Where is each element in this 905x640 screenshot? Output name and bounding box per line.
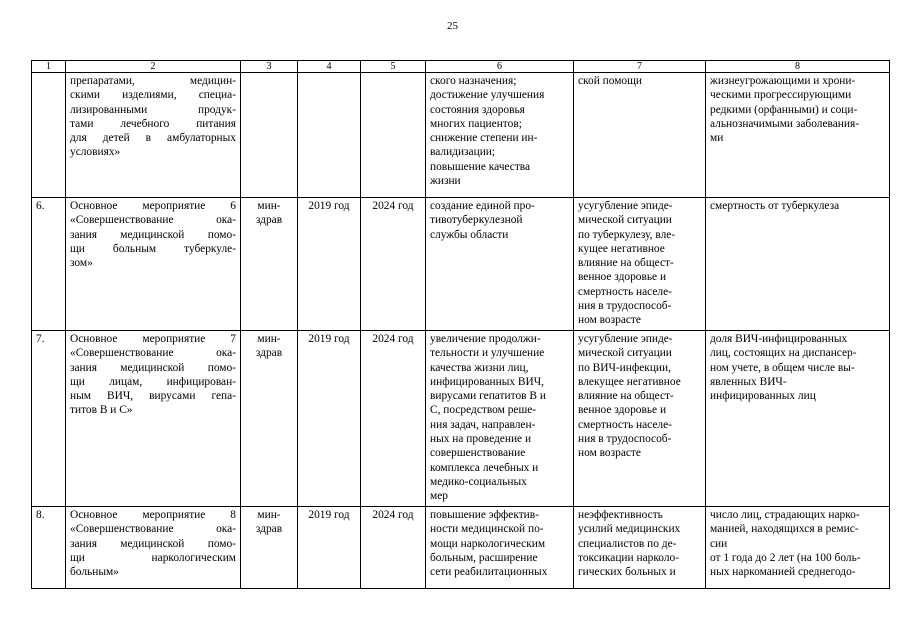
expected-result-line: жизни xyxy=(430,175,461,188)
measure-name-line: щи лицам, инфицирован- xyxy=(70,375,236,388)
expected-result-line: ния задач, направлен- xyxy=(430,418,536,431)
measure-name-line: титов В и С» xyxy=(70,404,133,417)
non-implementation-consequence xyxy=(574,73,706,198)
non-implementation-consequence-line: ния в трудоспособ- xyxy=(578,300,672,313)
measure-name-line: условиях» xyxy=(70,146,121,159)
header-col-8: 8 xyxy=(706,61,890,73)
header-col-3: 3 xyxy=(241,61,298,73)
target-indicator-line: число лиц, страдающих нарко- xyxy=(710,509,860,521)
expected-result-line: тивотуберкулезной xyxy=(430,214,523,227)
measure-name-line: щи наркологическим xyxy=(70,551,236,564)
expected-result-line: увеличение продолжи- xyxy=(430,333,541,345)
target-indicator-line: сии xyxy=(710,537,728,550)
target-indicator-line: от 1 года до 2 лет (на 100 боль- xyxy=(710,551,861,564)
non-implementation-consequence-line: ном возрасте xyxy=(578,447,641,460)
expected-result-line: повышение качества xyxy=(430,160,531,173)
measure-name-line: лизированными продук- xyxy=(70,103,236,116)
header-col-7: 7 xyxy=(574,61,706,73)
expected-result-line: тельности и улучшение xyxy=(430,347,545,360)
non-implementation-consequence-line: мической ситуации xyxy=(578,347,672,360)
executor-line: здрав xyxy=(255,347,283,360)
measure-name-line: Основное мероприятие 8 xyxy=(70,509,236,521)
executor xyxy=(241,198,298,331)
target-indicator-line: лиц, состоящих на диспансер- xyxy=(710,347,857,360)
measure-name-line: зом» xyxy=(70,257,93,270)
row-number: 7. xyxy=(32,331,66,507)
measure-name xyxy=(66,73,241,198)
target-indicator xyxy=(706,198,890,331)
measure-name-line: тами лечебного питания xyxy=(70,117,236,130)
expected-result-line: комплекса лечебных и xyxy=(430,461,539,474)
target-indicator-line: инфицированных лиц xyxy=(710,390,816,403)
non-implementation-consequence-line: смертность населе- xyxy=(578,285,672,298)
executor-line: мин- xyxy=(257,333,281,345)
expected-result-line: инфицированных ВИЧ, xyxy=(430,375,544,388)
non-implementation-consequence-line: кущее негативное xyxy=(578,242,665,255)
non-implementation-consequence-line: смертность населе- xyxy=(578,418,672,431)
measure-name xyxy=(66,198,241,331)
header-col-6: 6 xyxy=(426,61,574,73)
expected-result-line: больным, расширение xyxy=(430,551,538,564)
expected-result-line: службы области xyxy=(430,228,509,241)
measure-name-line: больным» xyxy=(70,566,119,579)
expected-result-line: валидизации; xyxy=(430,146,496,159)
target-indicator xyxy=(706,73,890,198)
end-year: 2024 год xyxy=(361,507,426,589)
non-implementation-consequence-line: гических больных и xyxy=(578,566,676,579)
expected-result xyxy=(426,331,574,507)
expected-result-line: состояния здоровья xyxy=(430,103,525,116)
target-indicator-line: явленных ВИЧ- xyxy=(710,375,787,388)
non-implementation-consequence-line: токсикации нарколо- xyxy=(578,551,679,564)
row-number: 6. xyxy=(32,198,66,331)
target-indicator-line: ном учете, в общем числе вы- xyxy=(710,361,855,374)
non-implementation-consequence-line: усилий медицинских xyxy=(578,523,681,536)
target-indicator-line: ческими прогрессирующими xyxy=(710,89,852,102)
header-col-4: 4 xyxy=(298,61,361,73)
row-number xyxy=(32,73,66,198)
measure-name-line: зания медицинской помо- xyxy=(70,228,236,241)
non-implementation-consequence-line: по ВИЧ-инфекции, xyxy=(578,361,671,374)
measure-name-line: «Совершенствование ока- xyxy=(70,523,236,536)
table-row xyxy=(32,73,890,198)
start-year: 2019 год xyxy=(298,198,361,331)
expected-result-line: ского назначения; xyxy=(430,75,517,87)
start-year: 2019 год xyxy=(298,507,361,589)
measure-name-line: зания медицинской помо- xyxy=(70,537,236,550)
non-implementation-consequence-line: ской помощи xyxy=(578,75,642,87)
measure-name-line: Основное мероприятие 7 xyxy=(70,333,236,345)
non-implementation-consequence-line: неэффективность xyxy=(578,509,663,521)
measure-name-line: щи больным туберкуле- xyxy=(70,242,236,255)
table-row xyxy=(32,507,890,589)
non-implementation-consequence-line: влияние на общест- xyxy=(578,257,674,270)
non-implementation-consequence-line: влияние на общест- xyxy=(578,390,674,403)
measure-name-line: скими изделиями, специа- xyxy=(70,89,236,102)
executor-line: мин- xyxy=(257,200,281,212)
executor xyxy=(241,331,298,507)
non-implementation-consequence-line: ния в трудоспособ- xyxy=(578,433,672,446)
executor xyxy=(241,507,298,589)
expected-result-line: повышение эффектив- xyxy=(430,509,539,521)
non-implementation-consequence xyxy=(574,198,706,331)
target-indicator-line: смертность от туберкулеза xyxy=(710,200,840,212)
expected-result-line: мощи наркологическим xyxy=(430,537,546,550)
measure-name-line: зания медицинской помо- xyxy=(70,361,236,374)
end-year: 2024 год xyxy=(361,198,426,331)
header-col-2: 2 xyxy=(66,61,241,73)
header-col-5: 5 xyxy=(361,61,426,73)
measure-name-line: «Совершенствование ока- xyxy=(70,214,236,227)
target-indicator-line: доля ВИЧ-инфицированных xyxy=(710,333,848,345)
executor xyxy=(241,73,298,198)
expected-result xyxy=(426,198,574,331)
executor-line: здрав xyxy=(255,523,283,536)
expected-result-line: С, посредством реше- xyxy=(430,404,537,417)
expected-result-line: ности медицинской по- xyxy=(430,523,544,536)
non-implementation-consequence-line: по туберкулезу, вле- xyxy=(578,228,676,241)
measure-name xyxy=(66,507,241,589)
measure-name-line: Основное мероприятие 6 xyxy=(70,200,236,212)
start-year: 2019 год xyxy=(298,331,361,507)
executor-line: здрав xyxy=(255,214,283,227)
end-year xyxy=(361,73,426,198)
expected-result-line: снижение степени ин- xyxy=(430,132,538,145)
expected-result xyxy=(426,73,574,198)
non-implementation-consequence-line: влекущее негативное xyxy=(578,375,681,388)
expected-result-line: качества жизни лиц, xyxy=(430,361,529,374)
end-year: 2024 год xyxy=(361,331,426,507)
expected-result xyxy=(426,507,574,589)
target-indicator-line: ми xyxy=(710,132,724,145)
measure-name-line: для детей в амбулаторных xyxy=(70,132,236,145)
expected-result-line: сети реабилитационных xyxy=(430,566,548,579)
table-row xyxy=(32,331,890,507)
measure-name-line: препаратами, медицин- xyxy=(70,75,236,87)
non-implementation-consequence-line: усугубление эпиде- xyxy=(578,200,673,212)
expected-result-line: создание единой про- xyxy=(430,200,535,212)
non-implementation-consequence-line: ном возрасте xyxy=(578,314,641,327)
table-header xyxy=(32,61,890,73)
measure-name xyxy=(66,331,241,507)
expected-result-line: многих пациентов; xyxy=(430,117,522,130)
non-implementation-consequence-line: венное здоровье и xyxy=(578,271,667,284)
non-implementation-consequence xyxy=(574,507,706,589)
measure-name-line: ным ВИЧ, вирусами гепа- xyxy=(70,390,236,403)
non-implementation-consequence-line: специалистов по де- xyxy=(578,537,677,550)
table-body xyxy=(32,73,890,589)
expected-result-line: ных на проведение и xyxy=(430,433,532,446)
table-row xyxy=(32,198,890,331)
target-indicator-line: жизнеугрожающими и хрони- xyxy=(710,75,856,87)
non-implementation-consequence-line: мической ситуации xyxy=(578,214,672,227)
page-number: 25 xyxy=(447,20,458,32)
target-indicator-line: ных наркоманией среднегодо- xyxy=(710,566,856,579)
measure-name-line: «Совершенствование ока- xyxy=(70,347,236,360)
expected-result-line: медико-социальных xyxy=(430,475,527,488)
row-number: 8. xyxy=(32,507,66,589)
header-col-1: 1 xyxy=(32,61,66,73)
target-indicator-line: альнозначимыми заболевания- xyxy=(710,117,860,130)
non-implementation-consequence-line: усугубление эпиде- xyxy=(578,333,673,345)
program-measures-table xyxy=(31,60,890,589)
expected-result-line: совершенствование xyxy=(430,447,526,460)
expected-result-line: вирусами гепатитов В и xyxy=(430,390,546,403)
non-implementation-consequence xyxy=(574,331,706,507)
executor-line: мин- xyxy=(257,509,281,521)
start-year xyxy=(298,73,361,198)
non-implementation-consequence-line: венное здоровье и xyxy=(578,404,667,417)
expected-result-line: мер xyxy=(430,490,448,503)
expected-result-line: достижение улучшения xyxy=(430,89,545,102)
target-indicator-line: редкими (орфанными) и соци- xyxy=(710,103,858,116)
target-indicator xyxy=(706,331,890,507)
target-indicator xyxy=(706,507,890,589)
target-indicator-line: манией, находящихся в ремис- xyxy=(710,523,859,536)
